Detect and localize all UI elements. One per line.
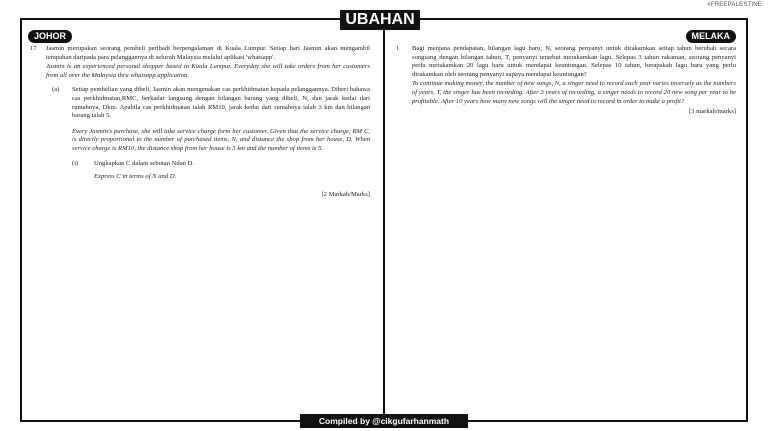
question-malay: Bagi menjana pendapatan, bilangan lagu baru, N, seorang penyanyi untuk dirakamkan setiap tahun berubah secara songsang dengan bilangan tahun, T, penyanyi tersebut merakamkan lagu. Selepas 3 tahun rakaman, seorang penyanyi perlu merakamkan 20 lagu baru untuk mendapat keuntungan. Selepas 10 tahun, berapakah lagu baru yang perlu dirakamkan oleh seorang penyanyi supaya mendapat keuntungan? bbox=[412, 45, 736, 78]
question-number: 1 bbox=[396, 45, 400, 52]
part-i bbox=[72, 160, 370, 183]
question-body bbox=[412, 45, 736, 117]
part-a-label: (a) bbox=[52, 86, 60, 94]
question-17 bbox=[30, 45, 370, 199]
marks-left: [2 Markah/Marks] bbox=[321, 190, 370, 198]
state-badge-melaka: MELAKA bbox=[686, 30, 737, 43]
hashtag: #FREEPALESTINE bbox=[707, 2, 762, 8]
state-badge-johor: JOHOR bbox=[28, 30, 72, 43]
intro-malay: Jasmin merupakan seorang pembeli peribadi berpengalaman di Kuala Lumpur. Setiap hari Jasmin akan mengambil tempahan daripada para pelanggannya di seluruh Malaysia melalui aplikasi 'whatsapp'. bbox=[46, 45, 370, 61]
part-a-body bbox=[72, 86, 370, 199]
footer-credit: Compiled by @cikgufarhanmath bbox=[300, 414, 468, 428]
part-i-english: Express C in terms of N and D. bbox=[94, 173, 177, 181]
part-a bbox=[52, 86, 370, 199]
part-i-malay: Ungkapkan C dalam sebutan Ndan D. bbox=[94, 159, 194, 167]
part-a-english: Every Jasmin's purchase, she will take service charge form her customer. Given that the service charge, RM C, is directly proportional to the number of purchased items, N, and distance the shop from her house, D. When service charge is RM10, the distance shop from her house is 3 km and the number of items is 5. bbox=[72, 127, 370, 152]
intro-english: Jasmin is an experienced personal shopper based in Kuala Lumpur. Everyday she will take orders from her customers from all over the Malaysia thru whatsapp application. bbox=[46, 63, 370, 79]
johor-question-column bbox=[30, 45, 370, 199]
melaka-question-column bbox=[396, 45, 736, 117]
part-i-body bbox=[94, 160, 194, 183]
part-i-label: (i) bbox=[72, 159, 79, 167]
question-number: 17 bbox=[30, 45, 37, 52]
question-1 bbox=[396, 45, 736, 117]
page-title: UBAHAN bbox=[340, 10, 420, 30]
question-body bbox=[46, 45, 370, 199]
column-divider bbox=[383, 18, 385, 422]
marks-right: [3 markah/marks] bbox=[688, 108, 736, 116]
part-a-malay: Setiap pembelian yang dibeli, Jasmin akan mengenakan cas perkhidmatan kepada pelanggannya. Diberi bahawa cas perkhidmatan,RMC, berkadar langsung dengan bilangan barang yang dibeli, N, dan jarak kedai dari rumahnya, Dkm. Apabila cas perkhidmatan ialah RM10, jarak kedai dari rumahnya ialah 3 km dan bilangan barang ialah 5. bbox=[72, 86, 370, 120]
question-english: To continue making money, the number of new songs, N, a singer need to record each year varies inversely as the numbers of years, T, the singer has been recording. After 3 years of recording, a singer needs to record 20 new song per year to be profitable. After 10 years how many new songs will the singer need to record in order to make a profit? bbox=[412, 80, 736, 105]
